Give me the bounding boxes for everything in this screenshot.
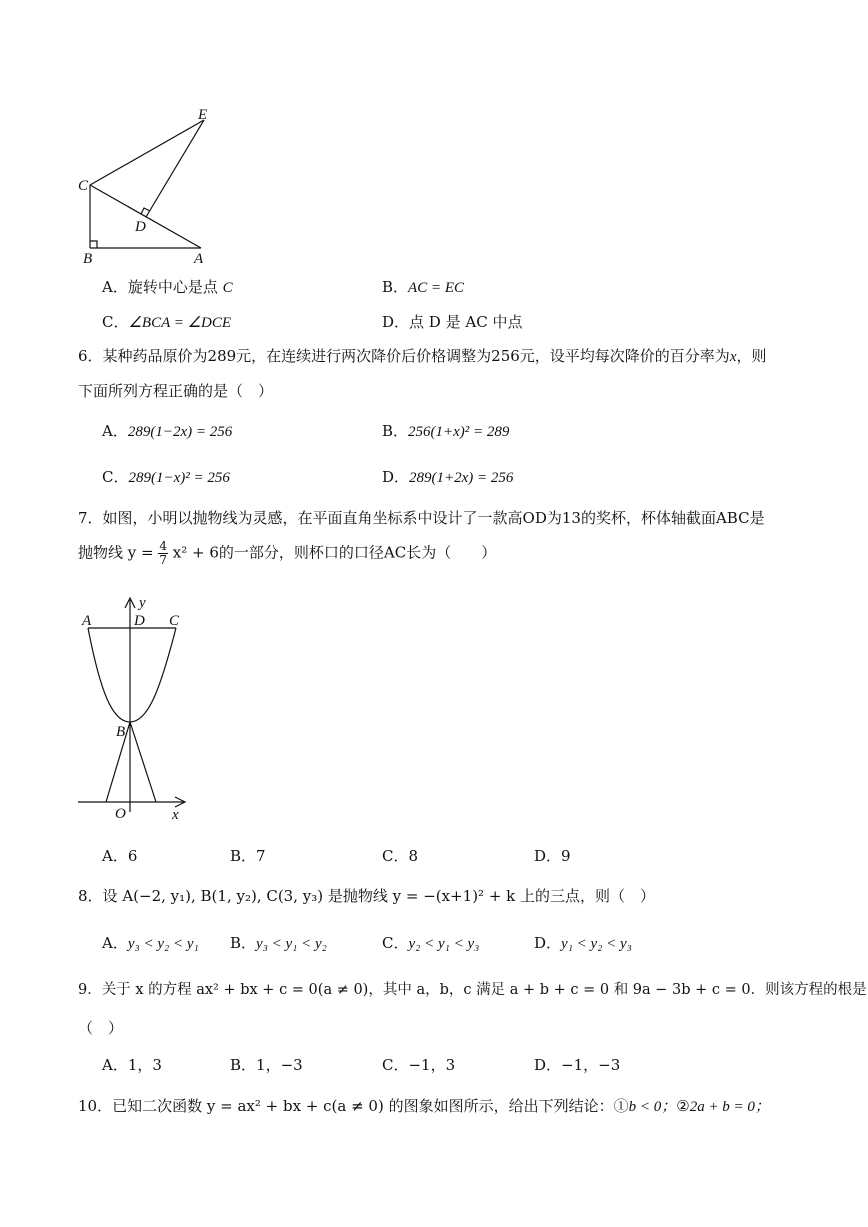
q5-option-a: A．旋转中心是点 C bbox=[102, 278, 233, 296]
q6-stem-line1: 6．某种药品原价为289元，在连续进行两次降价后价格调整为256元，设平均每次降价的百分率为x，则 bbox=[78, 347, 767, 365]
label-c: C bbox=[78, 178, 89, 194]
q9-stem: 9．关于 x 的方程 ax² + bx + c = 0(a ≠ 0)，其中 a，b，c 满足 a + b + c = 0 和 9a − 3b + c = 0．则该方程的根是 bbox=[78, 982, 867, 998]
q9-option-c: C．−1，3 bbox=[382, 1056, 456, 1074]
q5-option-c: C．∠BCA = ∠DCE bbox=[102, 313, 232, 331]
label-a: A bbox=[194, 251, 204, 267]
q6-option-d: D．289(1+2x) = 256 bbox=[382, 468, 514, 486]
q7-stem-line2: 抛物线 y = $\frac{4}{7}$ x² + 6的一部分，则杯口的口径AC长为（ ） bbox=[78, 539, 497, 567]
label-d: D bbox=[135, 219, 146, 235]
q5-option-b: B．AC = EC bbox=[382, 278, 464, 296]
q6-stem-line2: 下面所列方程正确的是（ ） bbox=[78, 382, 274, 400]
q7-option-b: B．7 bbox=[230, 847, 266, 865]
q7-stem-line1: 7．如图，小明以抛物线为灵感，在平面直角坐标系中设计了一款高OD为13的奖杯，杯体轴截面ABC是 bbox=[78, 509, 765, 527]
q7-option-a: A．6 bbox=[102, 847, 138, 865]
label-d2: D bbox=[134, 613, 145, 629]
q5-option-d: D．点 D 是 AC 中点 bbox=[382, 313, 523, 331]
q9-option-d: D．−1，−3 bbox=[534, 1056, 621, 1074]
label-y: y bbox=[139, 595, 146, 611]
q10-stem: 10．已知二次函数 y = ax² + bx + c(a ≠ 0) 的图象如图所示，给出下列结论：①b < 0；②2a + b = 0； bbox=[78, 1097, 770, 1115]
label-a2: A bbox=[82, 613, 92, 629]
label-e: E bbox=[198, 107, 208, 123]
triangle-figure bbox=[70, 100, 230, 270]
q9-stem-line2: （ ） bbox=[78, 1019, 124, 1037]
q9-option-b: B．1，−3 bbox=[230, 1056, 303, 1074]
q9-option-a: A．1，3 bbox=[102, 1056, 162, 1074]
fraction: $\frac{4}{7}$ bbox=[159, 539, 168, 567]
q6-option-a: A．289(1−2x) = 256 bbox=[102, 422, 233, 440]
parabola-figure bbox=[72, 590, 202, 825]
label-c2: C bbox=[169, 613, 180, 629]
label-o: O bbox=[115, 806, 126, 822]
q7-option-d: D．9 bbox=[534, 847, 571, 865]
q6-option-c: C．289(1−x)² = 256 bbox=[102, 468, 230, 486]
label-b: B bbox=[83, 251, 93, 267]
q8-option-a: A．y₃ < y₂ < y₁ bbox=[102, 934, 199, 952]
label-b2: B bbox=[116, 724, 126, 740]
q8-option-c: C．y₂ < y₁ < y₃ bbox=[382, 934, 480, 952]
q7-option-c: C．8 bbox=[382, 847, 419, 865]
q8-option-d: D．y₁ < y₂ < y₃ bbox=[534, 934, 632, 952]
label-x: x bbox=[172, 807, 179, 823]
q8-option-b: B．y₃ < y₁ < y₂ bbox=[230, 934, 327, 952]
q8-stem: 8．设 A(−2, y₁), B(1, y₂), C(3, y₃) 是抛物线 y = −(x+1)² + k 上的三点，则（ ） bbox=[78, 887, 656, 905]
q6-option-b: B．256(1+x)² = 289 bbox=[382, 422, 510, 440]
